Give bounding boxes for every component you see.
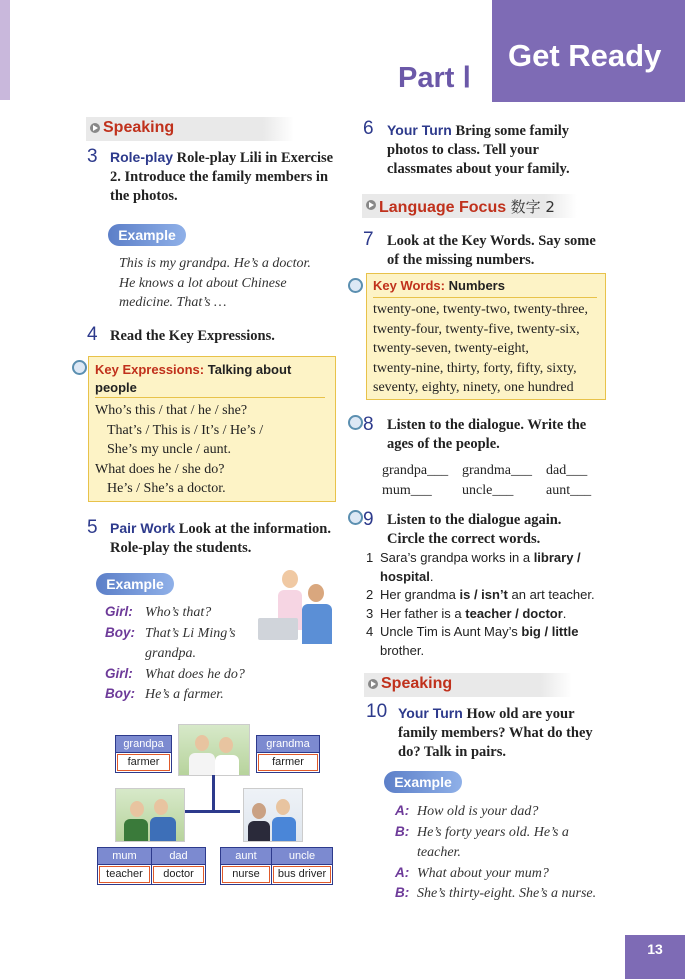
language-focus-label: Language Focus 数字 2	[379, 198, 555, 216]
age-blank[interactable]: aunt___	[546, 483, 592, 498]
exercise-number: 5	[87, 517, 98, 538]
part-title: Part Ⅰ	[398, 62, 472, 94]
exercise-number: 4	[87, 324, 98, 345]
key-words-heading: Key Words: Numbers	[373, 278, 505, 293]
exercise-7-instruction: Look at the Key Words. Say some of the missing numbers.	[387, 233, 596, 268]
choice-option[interactable]: big / little	[521, 624, 579, 639]
exercise-number: 8	[363, 414, 374, 435]
exercise-number: 3	[87, 146, 98, 167]
family-grandpa: grandpa farmer	[115, 735, 172, 773]
family-dad: dad doctor	[151, 847, 206, 885]
speaking-header	[86, 117, 294, 141]
age-blank[interactable]: uncle___	[462, 483, 514, 498]
speaking-label: Speaking	[381, 675, 453, 692]
age-blank[interactable]: grandma___	[462, 463, 532, 478]
family-aunt: aunt nurse	[220, 847, 272, 885]
example-line: He knows a lot about Chinese	[119, 275, 287, 291]
play-icon	[368, 679, 378, 689]
age-blank[interactable]: dad___	[546, 463, 588, 478]
aunt-uncle-photo	[243, 788, 303, 842]
key-words-list: twenty-one, twenty-two, twenty-three, twenty-four, twenty-five, twenty-six, twenty-seven, twenty-eight, twenty-nine, thirty, forty, fifty, sixty, seventy, eighty, ninety, one hundred	[373, 302, 588, 395]
family-grandma: grandma farmer	[256, 735, 320, 773]
choice-option[interactable]: teacher / doctor	[465, 605, 563, 621]
exercise-text: Role-play Lili in Exercise 2. Introduce the family members in the photos.	[110, 150, 334, 204]
exercise-6-instruction: Your Turn Bring some family photos to class. Tell your classmates about your family.	[387, 122, 570, 177]
exercise-4-instruction: Read the Key Expressions.	[110, 328, 275, 344]
example-badge: Example	[108, 224, 186, 246]
example-line: This is my grandpa. He’s a doctor.	[119, 256, 311, 271]
language-focus-header	[362, 194, 577, 218]
example-badge: Example	[96, 573, 174, 595]
exercise-number: 9	[363, 509, 374, 530]
age-blank[interactable]: grandpa___	[382, 463, 449, 478]
grandparents-photo	[178, 724, 250, 776]
example-badge: Example	[384, 771, 462, 793]
exercise-number: 6	[363, 118, 374, 139]
family-mum: mum teacher	[97, 847, 152, 885]
play-icon	[366, 200, 376, 210]
example-3-dialogue: A: How old is your dad? B: He’s forty years old. He’s a teacher. A: What about your mum? B: She’s thirty-eight. She’s a nurse.	[395, 803, 597, 901]
headphones-icon	[348, 278, 363, 293]
example-line: medicine. That’s …	[119, 295, 227, 310]
key-words-box	[366, 273, 606, 400]
exercise-5-instruction: Pair Work Look at the information. Role-play the students.	[110, 520, 331, 556]
choice-option[interactable]: hospital	[380, 568, 430, 584]
family-uncle: uncle bus driver	[271, 847, 333, 885]
speaking-label: Speaking	[103, 119, 175, 136]
age-blank[interactable]: mum___	[382, 483, 432, 498]
section-title: Get Ready	[508, 38, 662, 73]
example-2-dialogue: Girl: Who’s that? Boy: That’s Li Ming’s grandpa. Girl: What does he do? Boy: He’s a farmer.	[105, 604, 245, 702]
exercise-keyword: Role-play	[110, 149, 174, 165]
ages-blanks	[382, 461, 591, 501]
children-illustration	[248, 562, 343, 652]
exercise-9-list: 1 Sara’s grandpa works in a library / hospital. 2 Her grandma is / isn’t an art teacher. 3 Her father is a teacher / doctor. 4 Uncle Tim is Aunt May’s big / little brother.	[366, 550, 595, 658]
exercise-number: 10	[366, 701, 388, 722]
headphones-icon	[348, 510, 363, 525]
play-icon	[90, 123, 100, 133]
exercise-8-instruction: Listen to the dialogue. Write the ages of the people.	[387, 417, 587, 452]
key-expressions-heading: Key Expressions: Talking about people	[95, 362, 292, 395]
headphones-icon	[72, 360, 87, 375]
tree-line	[180, 810, 240, 813]
left-color-bar	[0, 0, 10, 100]
section-header	[492, 0, 685, 102]
headphones-icon	[348, 415, 363, 430]
choice-option[interactable]: is / isn’t	[459, 587, 508, 602]
example-1-text	[119, 254, 349, 313]
choice-option[interactable]: library /	[533, 550, 581, 565]
key-expressions-list: Who’s this / that / he / she? That’s / This is / It’s / He’s / She’s my uncle / aunt. What does he / she do? He’s / She’s a doctor.	[95, 403, 264, 496]
exercise-3-instruction	[110, 148, 340, 206]
exercise-number: 7	[363, 229, 374, 250]
exercise-9-instruction: Listen to the dialogue again. Circle the correct words.	[387, 512, 562, 547]
tree-line	[212, 775, 215, 813]
page-number: 13	[625, 935, 685, 979]
parents-photo	[115, 788, 185, 842]
exercise-10-instruction: Your Turn How old are your family members? What do they do? Talk in pairs.	[398, 705, 593, 760]
speaking-header-2	[364, 673, 572, 697]
key-expressions-box	[88, 356, 336, 502]
